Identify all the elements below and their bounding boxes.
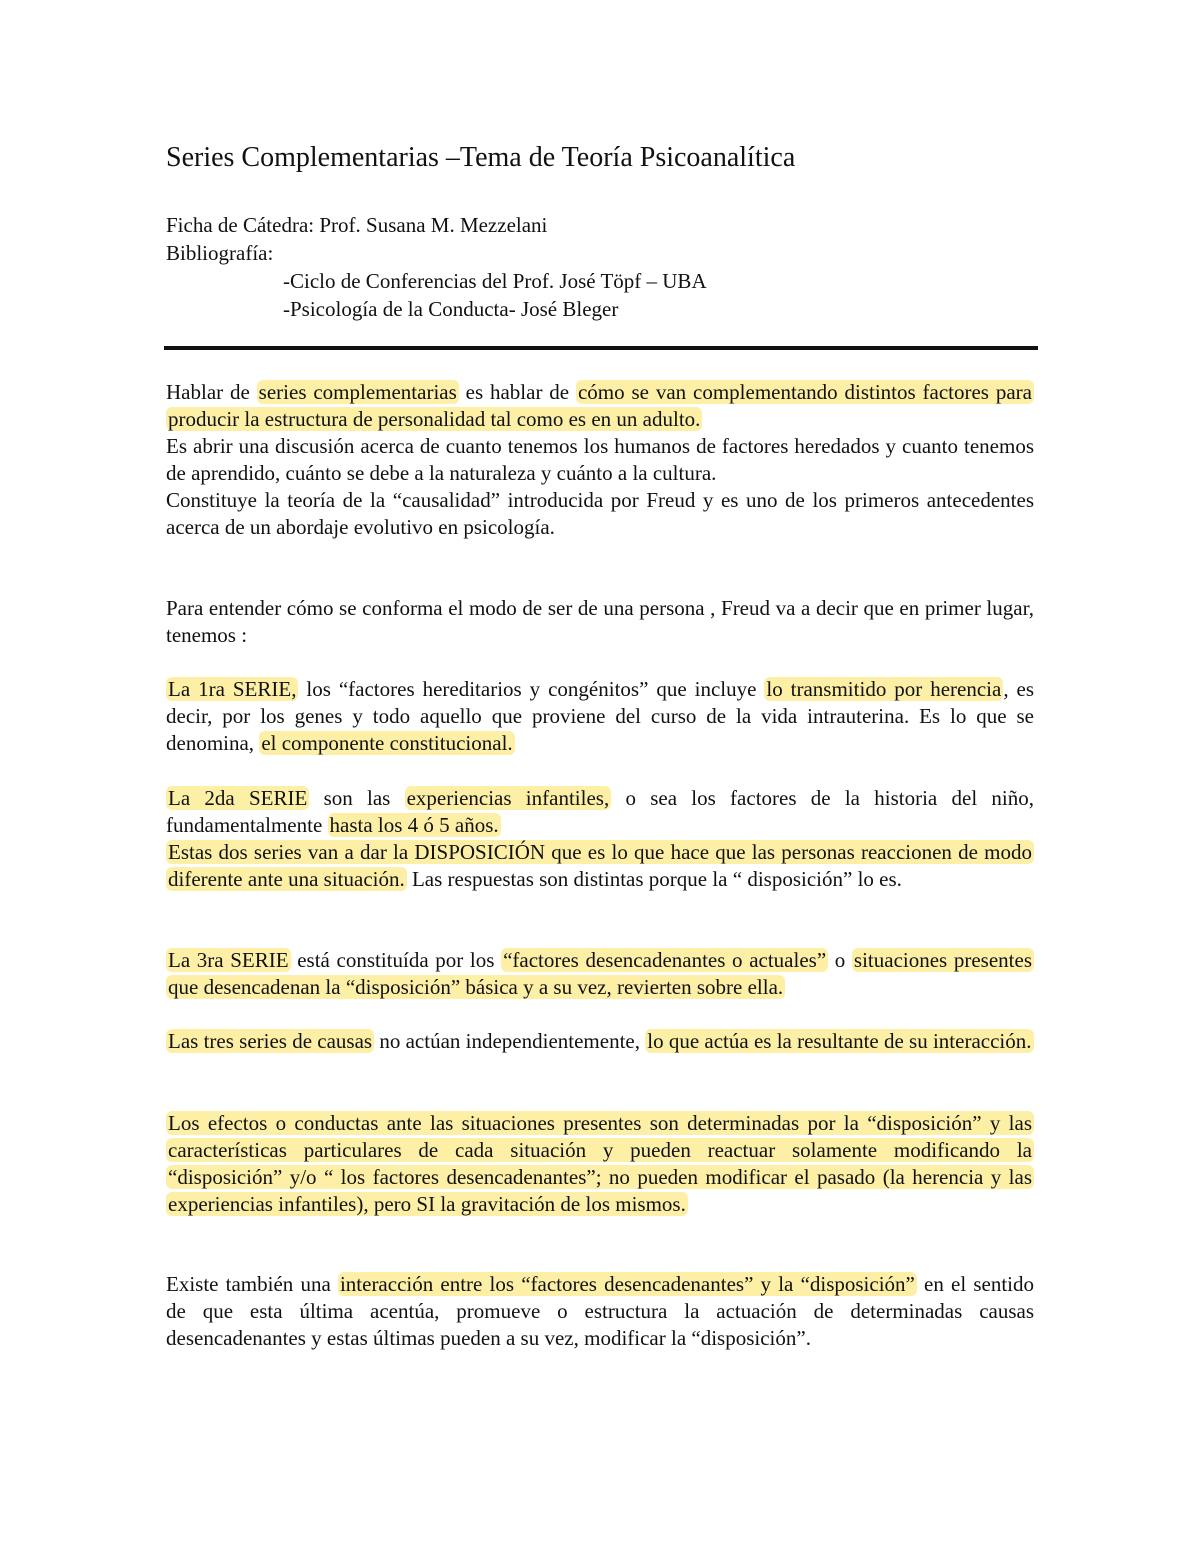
paragraph-intro: Hablar de series complementarias es hablar de cómo se van complementando distintos factores para producir la estructura de personalidad tal como es en un adulto. bbox=[166, 380, 1032, 431]
paragraph-third-series: La 3ra SERIE está constituída por los “factores desencadenantes o actuales” o situaciones presentes que desencadenan la “disposición” básica y a su vez, revierten sobre ella. bbox=[168, 948, 1033, 999]
highlight: experiencias infantiles, bbox=[406, 786, 610, 810]
paragraph-interaction: Existe también una interacción entre los “factores desencadenantes” y la “disposición” en el sentido de que esta última acentúa, promueve o estructura la actuación de determinadas causas desencadenantes y estas últimas pueden a su vez, modificar la “disposición”. bbox=[166, 1272, 1034, 1350]
bibliography-label: Bibliografía: bbox=[166, 241, 274, 265]
document-meta bbox=[166, 211, 707, 323]
paragraph-discussion: Es abrir una discusión acerca de cuanto tenemos los humanos de factores heredados y cuanto tenemos de aprendido, cuánto se debe a la naturaleza y cuánto a la cultura. bbox=[166, 434, 1034, 485]
paragraph-first-series: La 1ra SERIE, los “factores hereditarios y congénitos” que incluye lo transmitido por herencia, es decir, por los genes y todo aquello que proviene del curso de la vida intrauterina. Es lo que se denomina, el componente constitucional. bbox=[166, 677, 1035, 755]
paragraph-freud: Para entender cómo se conforma el modo de ser de una persona , Freud va a decir que en primer lugar, tenemos : bbox=[166, 596, 1034, 647]
highlight: Estas dos series van a dar la DISPOSICIÓN que es lo que hace que las personas reaccionen de modo diferente ante una situación. bbox=[168, 840, 1032, 891]
highlight: series complementarias bbox=[258, 380, 457, 404]
highlight: lo que actúa es la resultante de su interacción. bbox=[647, 1029, 1032, 1053]
document-title: Series Complementarias –Tema de Teoría Psicoanalítica bbox=[166, 142, 796, 173]
paragraph-three-series: Las tres series de causas no actúan independientemente, lo que actúa es la resultante de su interacción. bbox=[168, 1029, 1032, 1053]
ficha-line: Ficha de Cátedra: Prof. Susana M. Mezzelani bbox=[166, 213, 548, 237]
paragraph-second-series: La 2da SERIE son las experiencias infantiles, o sea los factores de la historia del niño, fundamentalmente hasta los 4 ó 5 años. Estas dos series van a dar la DISPOSICIÓN que es lo que hace que las personas reaccionen de modo diferente ante una situación. Las respuestas son distintas porque la “ disposición” lo es. bbox=[166, 786, 1035, 891]
horizontal-rule bbox=[164, 346, 1038, 350]
highlight: “factores desencadenantes o actuales” bbox=[503, 948, 827, 972]
paragraph-disposition: Estas dos series van a dar la DISPOSICIÓN que es lo que hace que las personas reaccionen de modo diferente ante una situación. Las respuestas son distintas porque la “ disposición” lo es. bbox=[168, 840, 1032, 891]
highlight: situaciones presentes que desencadenan la “disposición” básica y a su vez, revierten sobre ella. bbox=[168, 948, 1033, 999]
highlight: Las tres series de causas bbox=[168, 1029, 373, 1053]
bibliography-item: -Psicología de la Conducta- José Bleger bbox=[283, 297, 619, 321]
highlight: Los efectos o conductas ante las situaciones presentes son determinadas por la “disposición” y las características particulares de cada situación y pueden reactuar solamente modificando la “disposición” y/o “ los factores desencadenantes”; no pueden modificar el pasado (la herencia y las experiencias infantiles), pero SI la gravitación de los mismos. bbox=[168, 1111, 1032, 1216]
highlight: La 2da SERIE bbox=[168, 786, 308, 810]
paragraph-causality: Constituye la teoría de la “causalidad” introducida por Freud y es uno de los primeros antecedentes acerca de un abordaje evolutivo en psicología. bbox=[166, 488, 1034, 539]
highlight: hasta los 4 ó 5 años. bbox=[329, 813, 499, 837]
highlight: La 3ra SERIE bbox=[168, 948, 289, 972]
highlight: el componente constitucional. bbox=[261, 731, 513, 755]
intro-section bbox=[166, 379, 1034, 541]
paragraph-effects bbox=[166, 1110, 1034, 1218]
highlight: cómo se van complementando distintos factores para producir la estructura de personalidad tal como es en un adulto. bbox=[168, 380, 1032, 431]
highlight: interacción entre los “factores desencadenantes” y la “disposición” bbox=[339, 1272, 915, 1296]
bibliography-item: -Ciclo de Conferencias del Prof. José Töpf – UBA bbox=[283, 269, 707, 293]
highlight: lo transmitido por herencia bbox=[766, 677, 1002, 701]
highlight: La 1ra SERIE, bbox=[168, 677, 297, 701]
